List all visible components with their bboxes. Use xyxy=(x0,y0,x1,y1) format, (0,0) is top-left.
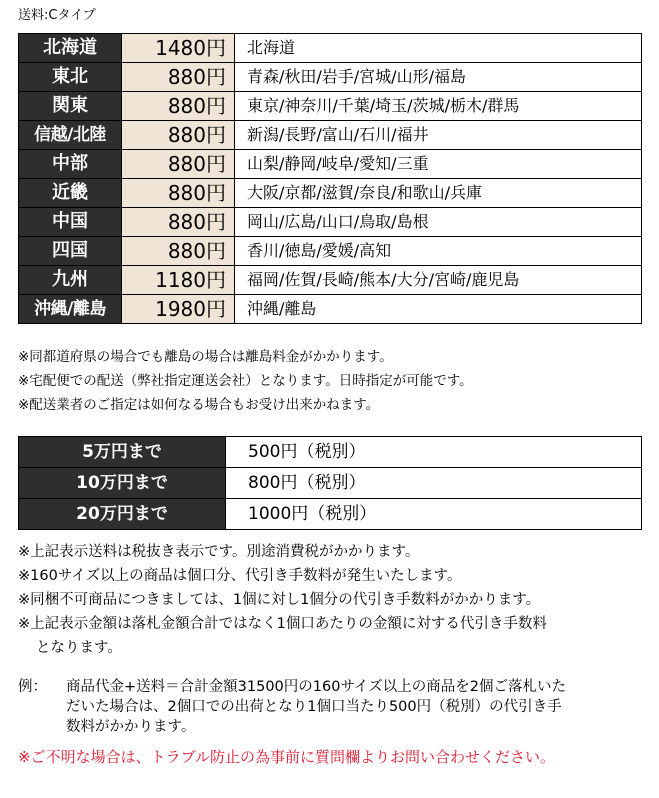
price-cell: 880円 xyxy=(122,208,235,237)
table-row xyxy=(19,295,642,324)
price-cell: 880円 xyxy=(122,121,235,150)
example-line: 数料がかかります。 xyxy=(66,719,196,735)
example-line: 商品代金+送料＝合計金額31500円の160サイズ以上の商品を2個ご落札いた xyxy=(66,679,567,695)
price-cell: 880円 xyxy=(122,237,235,266)
table-row xyxy=(19,266,642,295)
table-row xyxy=(19,208,642,237)
region-cell: 信越/北陸 xyxy=(19,121,122,150)
example-line: だいた場合は、2個口での出荷となり1個口当たり500円（税別）の代引き手 xyxy=(66,699,562,715)
region-cell: 九州 xyxy=(19,266,122,295)
example-text xyxy=(66,677,643,737)
price-cell: 880円 xyxy=(122,179,235,208)
example-label: 例： xyxy=(18,679,47,695)
table-row xyxy=(19,63,642,92)
note-line: ※上記表示金額は落札金額合計ではなく1個口あたりの金額に対する代引き手数料 xyxy=(18,616,547,632)
prefectures-cell: 福岡/佐賀/長崎/熊本/大分/宮崎/鹿児島 xyxy=(235,266,642,295)
cod-fee-cell: 800円（税別） xyxy=(226,468,642,499)
table-row xyxy=(19,179,642,208)
note-line: ※宅配便での配送（弊社指定運送会社）となります。日時指定が可能です。 xyxy=(18,373,473,389)
note-line: となります。 xyxy=(36,640,122,656)
prefectures-cell: 香川/徳島/愛媛/高知 xyxy=(235,237,642,266)
region-cell: 中国 xyxy=(19,208,122,237)
note-line: ※同都道府県の場合でも離島の場合は離島料金がかかります。 xyxy=(18,349,393,365)
region-cell: 関東 xyxy=(19,92,122,121)
warning-message: ※ご不明な場合は、トラブル防止の為事前に質問欄よりお問い合わせください。 xyxy=(18,748,555,766)
note-line: ※同梱不可商品につきましては、1個に対し1個分の代引き手数料がかかります。 xyxy=(18,592,541,608)
prefectures-cell: 東京/神奈川/千葉/埼玉/茨城/栃木/群馬 xyxy=(235,92,642,121)
shipping-notes xyxy=(18,345,473,417)
cod-fee-cell: 1000円（税別） xyxy=(226,499,642,530)
cod-fee-table xyxy=(18,436,642,530)
price-cell: 880円 xyxy=(122,63,235,92)
note-line: ※上記表示送料は税抜き表示です。別途消費税がかかります。 xyxy=(18,544,420,560)
amount-range-cell: 5万円まで xyxy=(19,437,226,468)
table-row xyxy=(19,150,642,179)
table-row xyxy=(19,237,642,266)
amount-range-cell: 10万円まで xyxy=(19,468,226,499)
region-cell: 近畿 xyxy=(19,179,122,208)
price-cell: 1480円 xyxy=(122,34,235,63)
region-cell: 北海道 xyxy=(19,34,122,63)
note-line: ※160サイズ以上の商品は個口分、代引き手数料が発生いたします。 xyxy=(18,568,462,584)
cod-fee-cell: 500円（税別） xyxy=(226,437,642,468)
prefectures-cell: 新潟/長野/富山/石川/福井 xyxy=(235,121,642,150)
prefectures-cell: 青森/秋田/岩手/宮城/山形/福島 xyxy=(235,63,642,92)
prefectures-cell: 北海道 xyxy=(235,34,642,63)
table-row xyxy=(19,437,642,468)
price-cell: 880円 xyxy=(122,150,235,179)
table-row xyxy=(19,34,642,63)
prefectures-cell: 大阪/京都/滋賀/奈良/和歌山/兵庫 xyxy=(235,179,642,208)
price-cell: 1180円 xyxy=(122,266,235,295)
price-cell: 880円 xyxy=(122,92,235,121)
table-row xyxy=(19,121,642,150)
example-block xyxy=(18,677,643,737)
prefectures-cell: 岡山/広島/山口/鳥取/島根 xyxy=(235,208,642,237)
region-cell: 東北 xyxy=(19,63,122,92)
amount-range-cell: 20万円まで xyxy=(19,499,226,530)
page-title: 送料:Cタイプ xyxy=(18,8,96,23)
cod-notes xyxy=(18,540,547,660)
prefectures-cell: 沖縄/離島 xyxy=(235,295,642,324)
note-line: ※配送業者のご指定は如何なる場合もお受け出来かねます。 xyxy=(18,397,380,413)
prefectures-cell: 山梨/静岡/岐阜/愛知/三重 xyxy=(235,150,642,179)
shipping-table xyxy=(18,33,642,324)
region-cell: 沖縄/離島 xyxy=(19,295,122,324)
region-cell: 中部 xyxy=(19,150,122,179)
table-row xyxy=(19,92,642,121)
price-cell: 1980円 xyxy=(122,295,235,324)
table-row xyxy=(19,499,642,530)
region-cell: 四国 xyxy=(19,237,122,266)
table-row xyxy=(19,468,642,499)
